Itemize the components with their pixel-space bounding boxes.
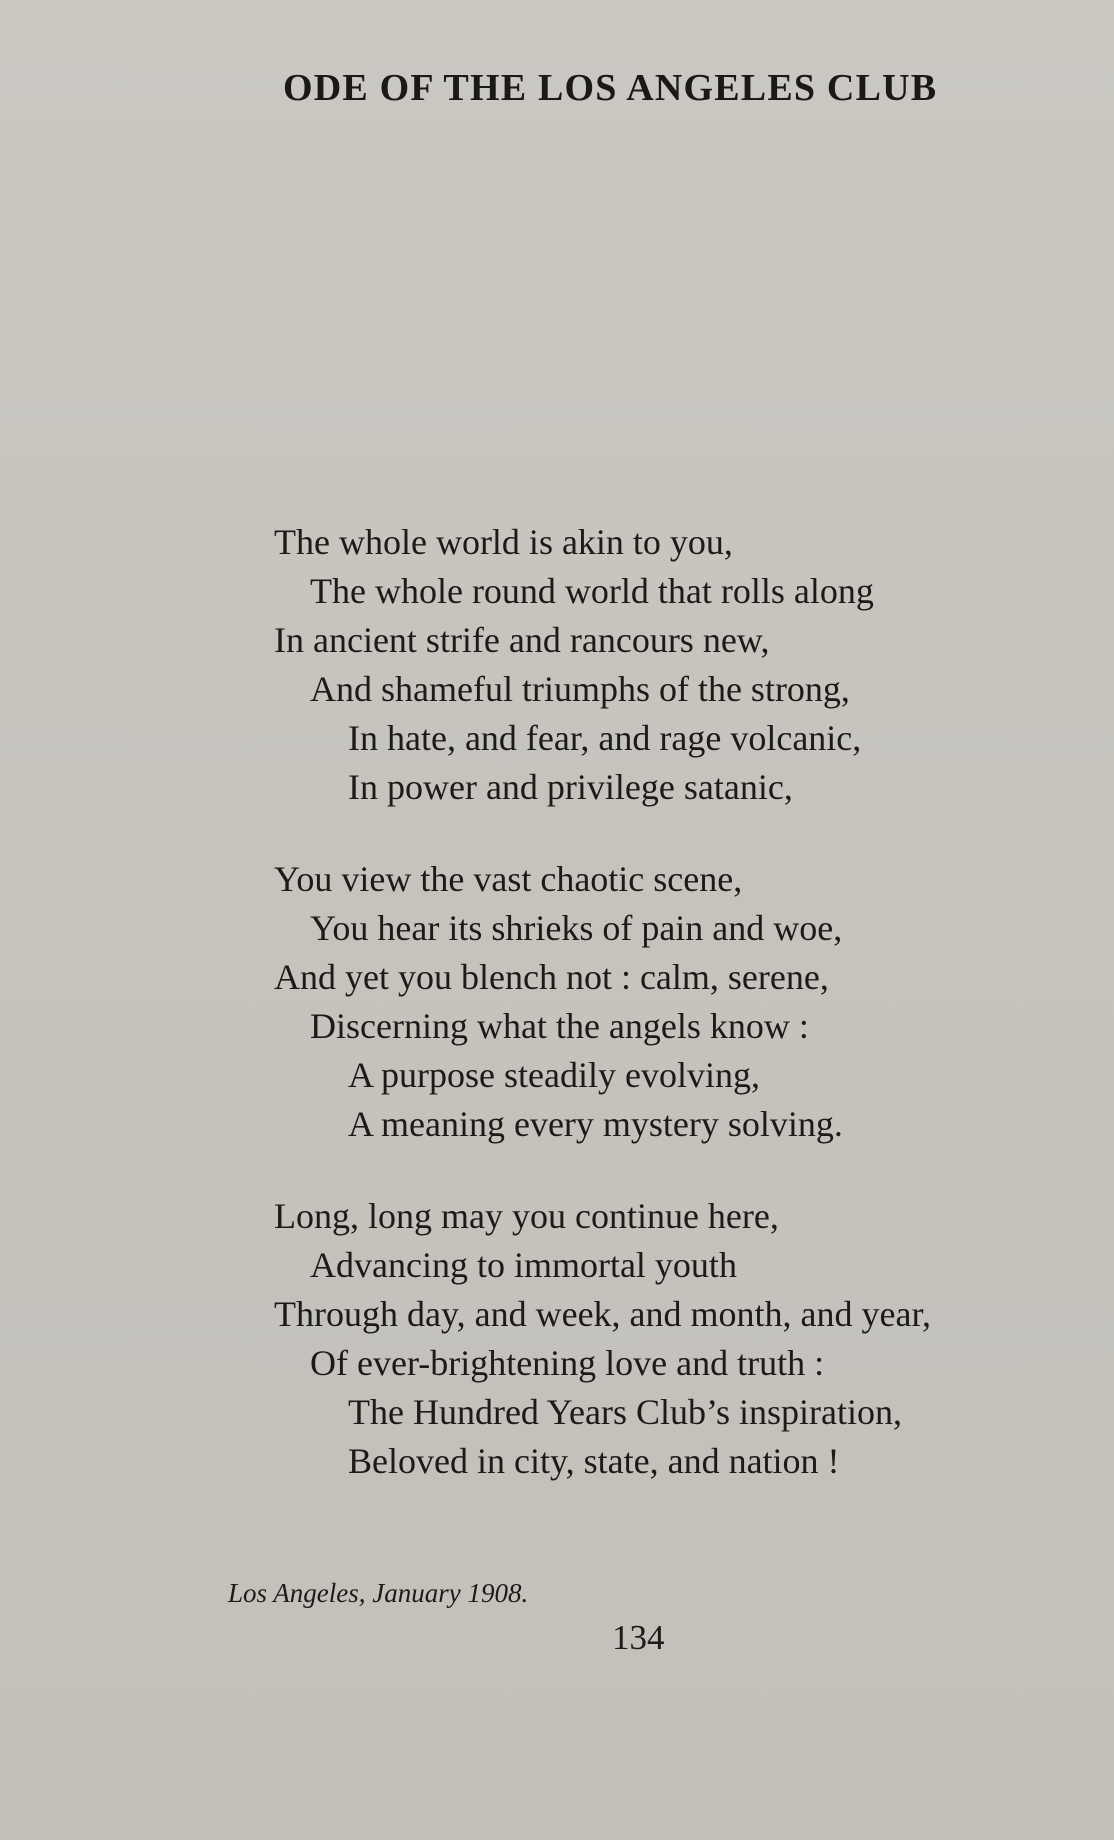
dateline: Los Angeles, January 1908. bbox=[228, 1578, 529, 1608]
stanza-2 bbox=[274, 855, 931, 1149]
poem-line: You hear its shrieks of pain and woe, bbox=[310, 908, 843, 948]
running-head: ODE OF THE LOS ANGELES CLUB bbox=[283, 67, 938, 109]
poem-line: The whole world is akin to you, bbox=[274, 522, 733, 562]
stanza-1 bbox=[274, 518, 931, 812]
poem-line: Of ever-brightening love and truth : bbox=[310, 1343, 825, 1383]
poem-line: The whole round world that rolls along bbox=[310, 571, 874, 611]
poem-line: Long, long may you continue here, bbox=[274, 1196, 779, 1236]
poem-line: You view the vast chaotic scene, bbox=[274, 859, 743, 899]
poem bbox=[274, 518, 931, 1529]
poem-line: Discerning what the angels know : bbox=[310, 1006, 809, 1046]
poem-line: In hate, and fear, and rage volcanic, bbox=[348, 718, 862, 758]
poem-line: A purpose steadily evolving, bbox=[348, 1055, 760, 1095]
poem-line: And yet you blench not : calm, serene, bbox=[274, 957, 829, 997]
poem-line: A meaning every mystery solving. bbox=[348, 1104, 843, 1144]
poem-line: Through day, and week, and month, and year, bbox=[274, 1294, 932, 1334]
page-number: 134 bbox=[612, 1618, 665, 1657]
poem-line: Beloved in city, state, and nation ! bbox=[348, 1441, 840, 1481]
poem-line: In power and privilege satanic, bbox=[348, 767, 793, 807]
poem-line: The Hundred Years Club’s inspiration, bbox=[348, 1392, 902, 1432]
poem-line: Advancing to immortal youth bbox=[310, 1245, 737, 1285]
poem-line: In ancient strife and rancours new, bbox=[274, 620, 770, 660]
stanza-3 bbox=[274, 1192, 931, 1486]
poem-line: And shameful triumphs of the strong, bbox=[310, 669, 850, 709]
